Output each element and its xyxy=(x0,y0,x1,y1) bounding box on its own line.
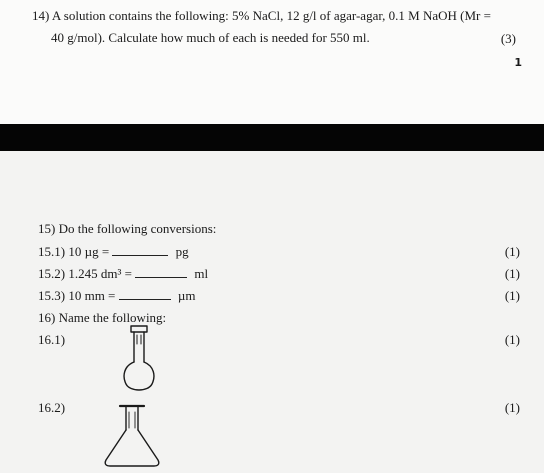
conversion-15-1 xyxy=(38,244,189,260)
question-14-marks: (3) xyxy=(500,31,516,46)
conversion-unit: ml xyxy=(194,266,209,281)
conversion-label: 15.2) 1.245 dm³ = xyxy=(38,266,132,281)
question-15-heading: 15) Do the following conversions: xyxy=(38,221,217,236)
conversion-15-3 xyxy=(38,288,196,304)
page-divider-band xyxy=(0,124,544,151)
conversion-15-2-marks: (1) xyxy=(504,266,520,281)
question-14-line-1: 14) A solution contains the following: 5% NaCl, 12 g/l of agar-agar, 0.1 M NaOH (Mr = xyxy=(32,8,491,23)
conversion-unit: µm xyxy=(177,288,196,303)
conversion-15-2 xyxy=(38,266,208,282)
conversion-15-1-marks: (1) xyxy=(504,244,520,259)
conversion-label: 15.3) 10 mm = xyxy=(38,288,116,303)
answer-blank xyxy=(135,266,187,278)
item-16-2-marks: (1) xyxy=(504,400,520,415)
volumetric-flask-icon xyxy=(118,324,162,396)
conical-flask-icon xyxy=(98,402,168,470)
item-16-2-label: 16.2) xyxy=(38,400,66,415)
item-16-1-marks: (1) xyxy=(504,332,520,347)
question-16-heading: 16) Name the following: xyxy=(38,310,167,325)
answer-blank xyxy=(112,244,168,256)
conversion-unit: pg xyxy=(175,244,189,259)
question-14-line-2: 40 g/mol). Calculate how much of each is needed for 550 ml. xyxy=(51,30,370,45)
conversion-15-3-marks: (1) xyxy=(504,288,520,303)
conversion-label: 15.1) 10 µg = xyxy=(38,244,110,259)
item-16-1-label: 16.1) xyxy=(38,332,66,347)
page-number: 1 xyxy=(514,56,522,69)
answer-blank xyxy=(119,288,171,300)
